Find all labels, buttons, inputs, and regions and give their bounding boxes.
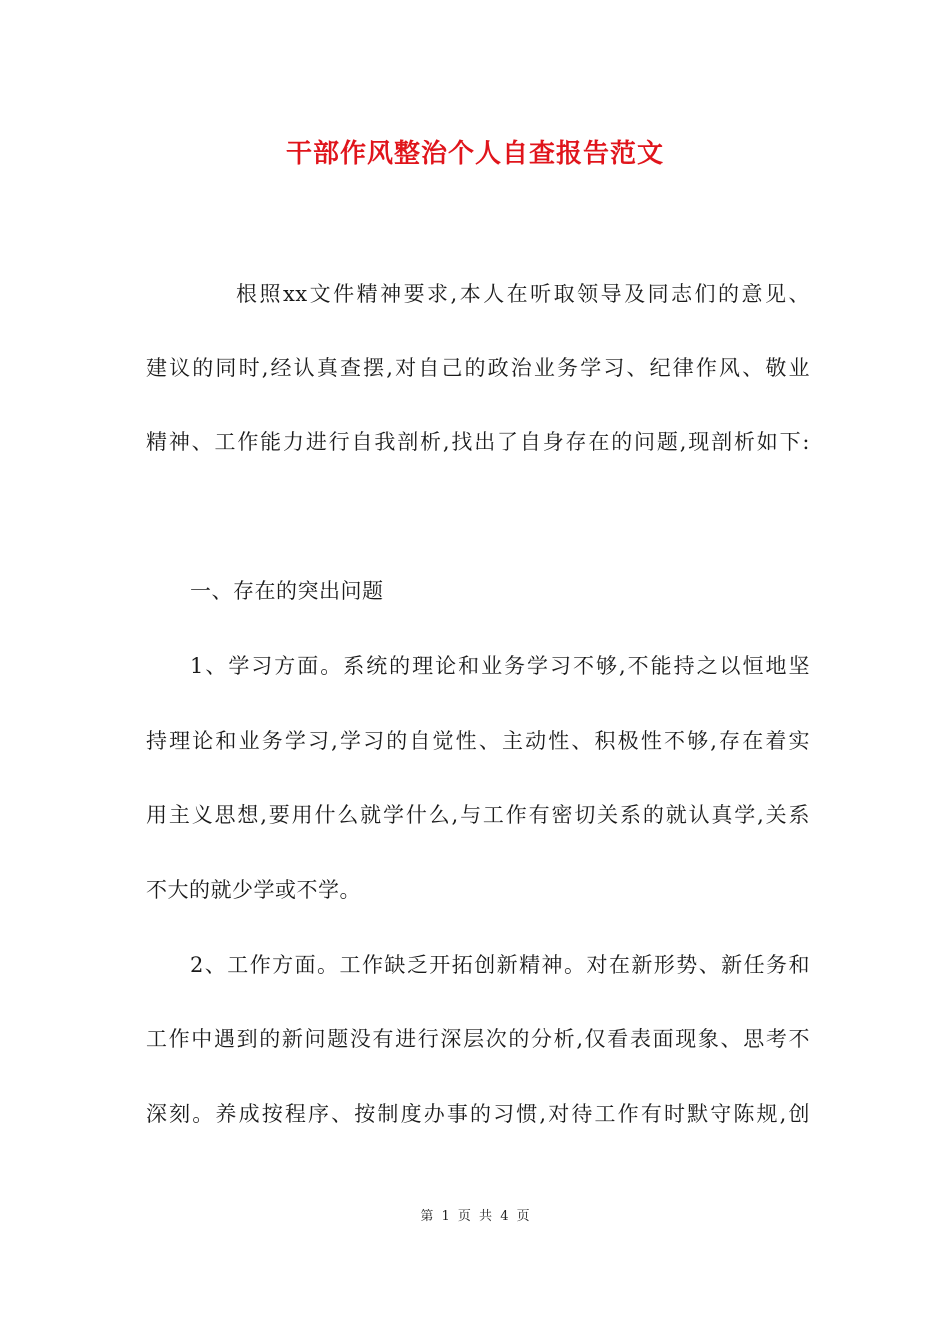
paragraph-line: 精神、工作能力进行自我剖析,找出了自身存在的问题,现剖析如下: xyxy=(146,430,810,454)
paragraph-line: 1、学习方面。系统的理论和业务学习不够,不能持之以恒地坚 xyxy=(190,654,810,678)
paragraph-line: 建议的同时,经认真查摆,对自己的政治业务学习、纪律作风、敬业 xyxy=(146,356,810,380)
paragraph-line: 根照xx文件精神要求,本人在听取领导及同志们的意见、 xyxy=(236,282,810,306)
section-heading: 一、存在的突出问题 xyxy=(190,579,384,603)
paragraph-line: 不大的就少学或不学。 xyxy=(146,878,361,902)
paragraph-line: 工作中遇到的新问题没有进行深层次的分析,仅看表面现象、思考不 xyxy=(146,1027,810,1051)
paragraph-line: 深刻。养成按程序、按制度办事的习惯,对待工作有时默守陈规,创 xyxy=(146,1102,810,1126)
paragraph-line: 持理论和业务学习,学习的自觉性、主动性、积极性不够,存在着实 xyxy=(146,729,810,753)
document-title: 干部作风整治个人自查报告范文 xyxy=(285,139,664,169)
page-number-footer: 第 1 页 共 4 页 xyxy=(420,1209,530,1224)
paragraph-line: 2、工作方面。工作缺乏开拓创新精神。对在新形势、新任务和 xyxy=(190,953,810,977)
paragraph-line: 用主义思想,要用什么就学什么,与工作有密切关系的就认真学,关系 xyxy=(146,803,810,827)
